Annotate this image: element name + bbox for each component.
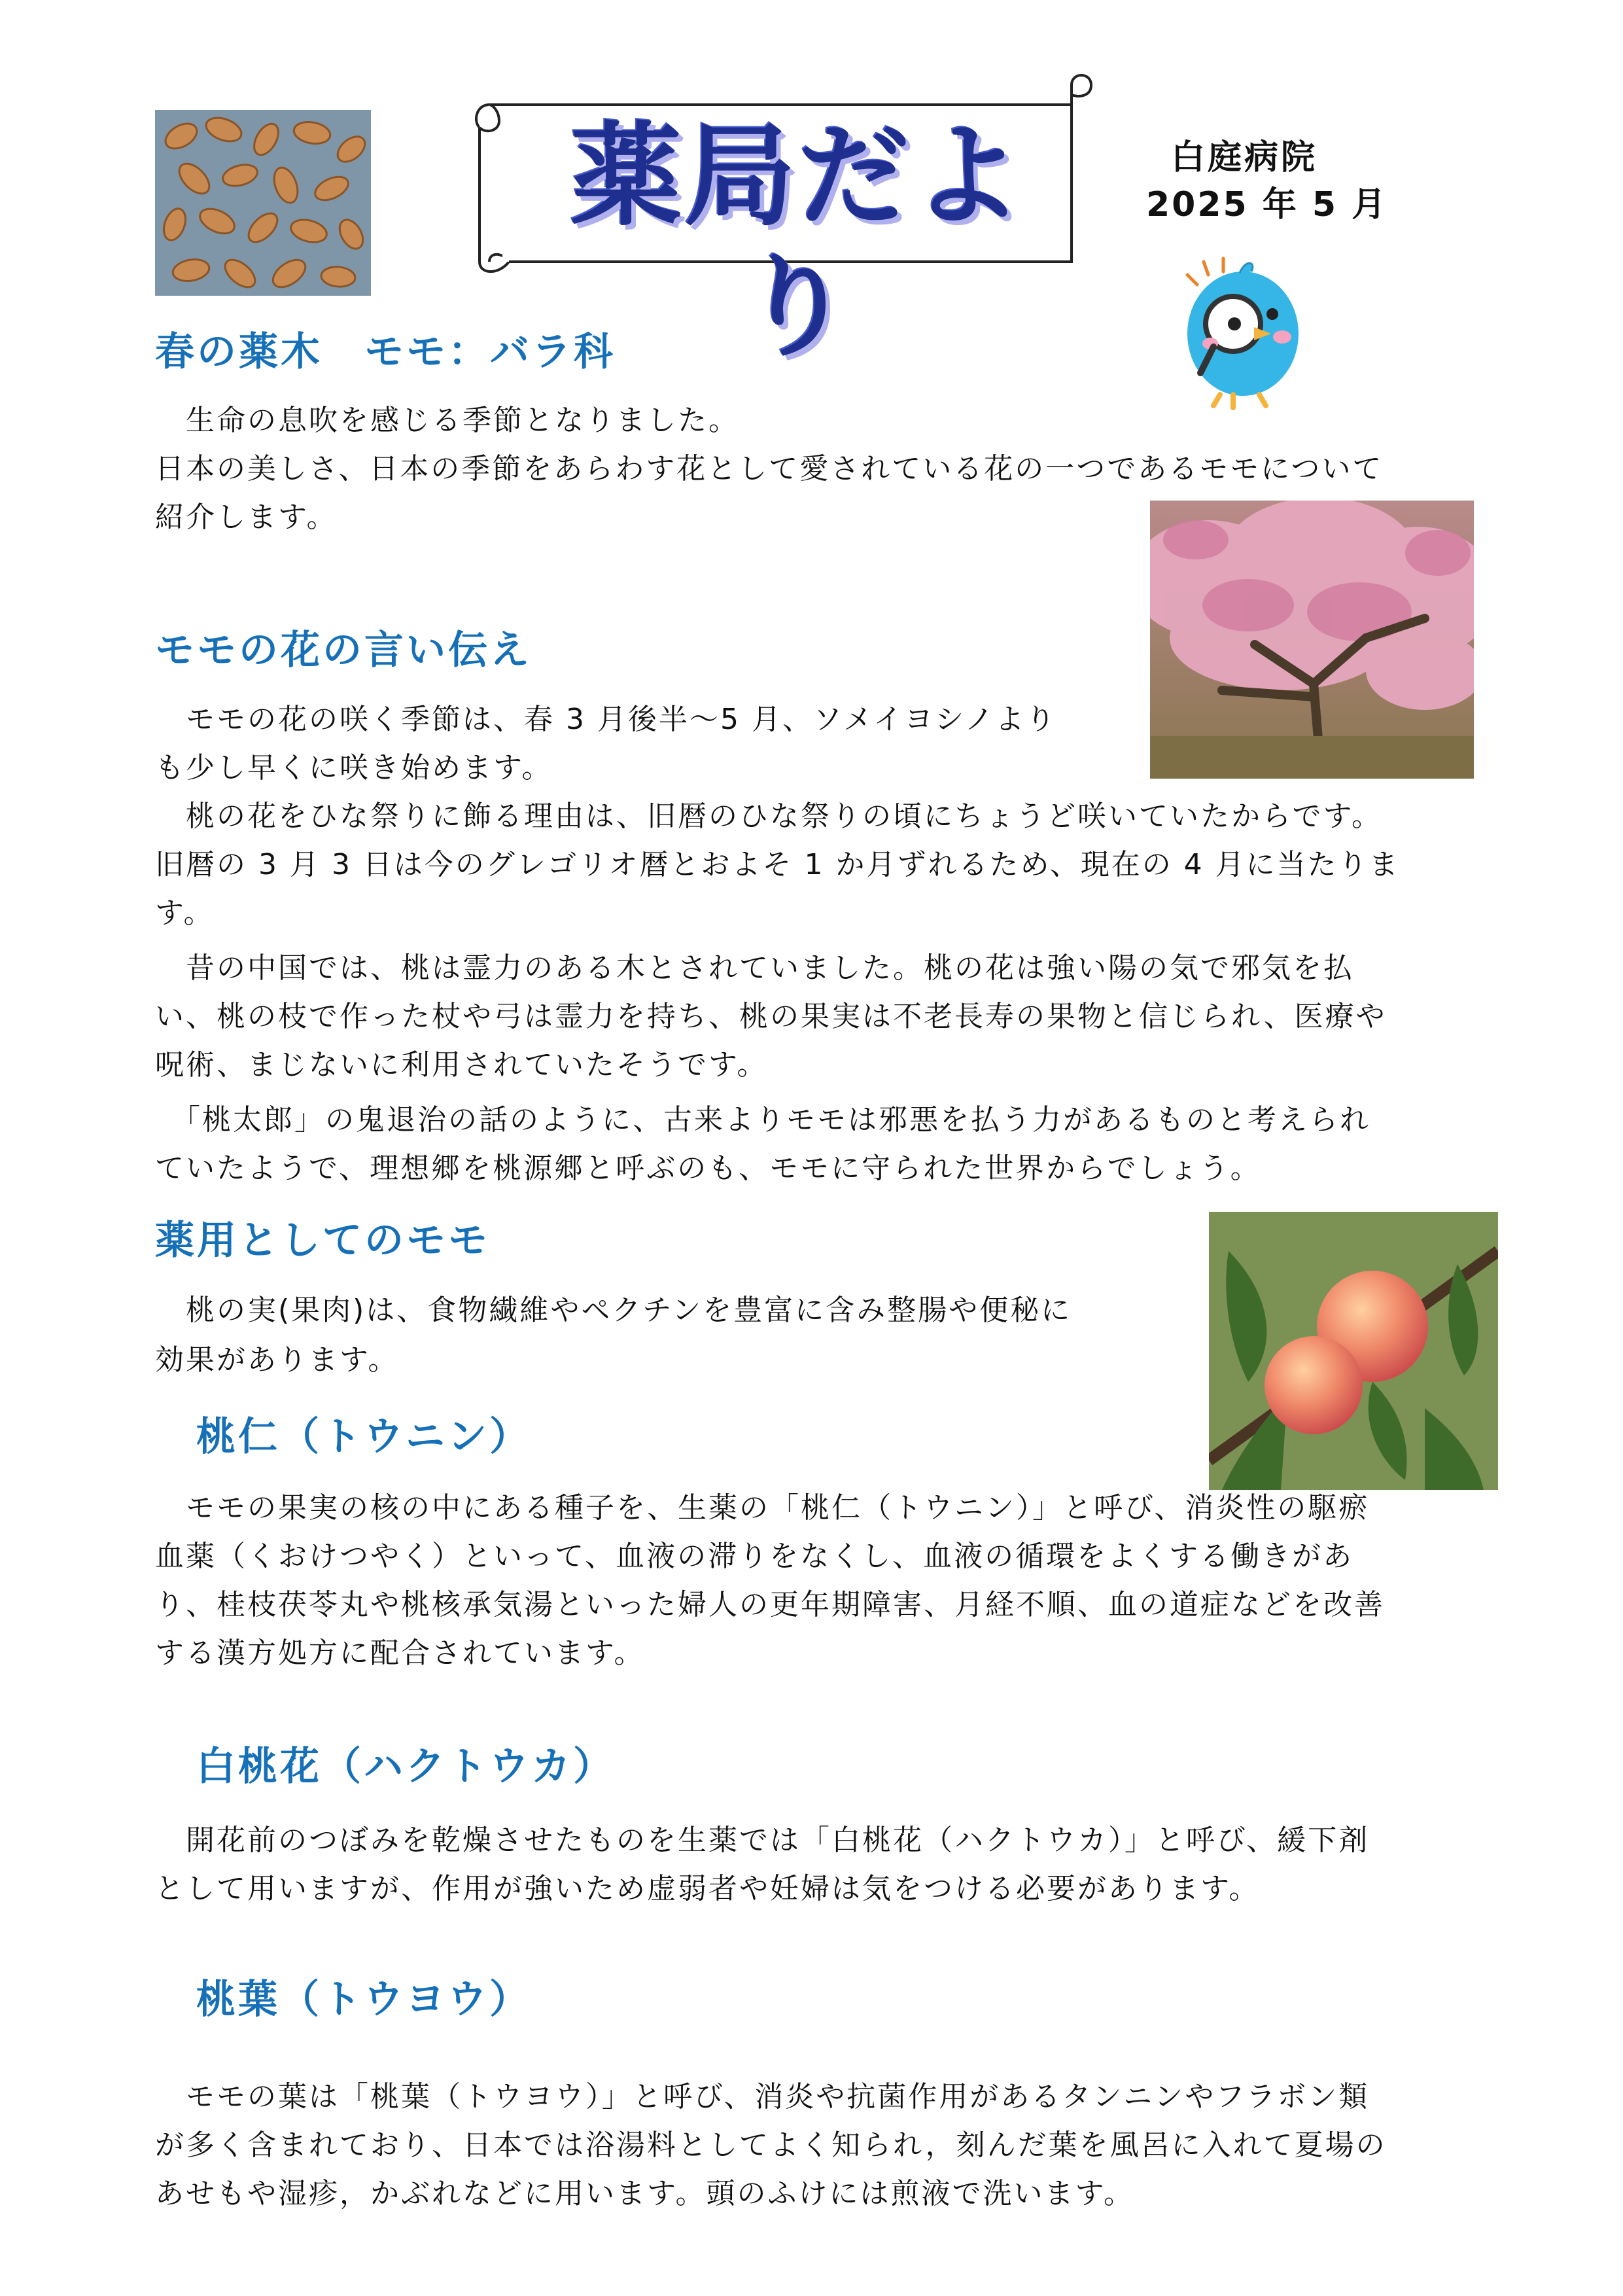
hospital-name: 白庭病院 (1171, 138, 1318, 177)
issue-date: 2025 年 5 月 (1146, 185, 1388, 224)
paragraph-line: モモの葉は「桃葉（トウヨウ）」と呼び、消炎や抗菌作用があるタンニンやフラボン類 (155, 2080, 1370, 2113)
peach-blossom-tree-photo (1150, 501, 1474, 779)
paragraph-line: い、桃の枝で作った杖や弓は霊力を持ち、桃の果実は不老長寿の果物と信じられ、医療や (155, 1000, 1387, 1033)
peach-fruit-photo (1209, 1212, 1498, 1490)
paragraph-line: 日本の美しさ、日本の季節をあらわす花として愛されている花の一つであるモモについて (155, 452, 1384, 486)
paragraph-line: モモの果実の核の中にある種子を、生薬の「桃仁（トウニン）」と呼び、消炎性の駆瘀 (155, 1491, 1370, 1525)
paragraph-line: として用いますが、作用が強いため虚弱者や妊婦は気をつける必要があります。 (155, 1872, 1260, 1905)
paragraph-line: が多く含まれており、日本では浴湯料としてよく知られ，刻んだ葉を風呂に入れて夏場の (155, 2128, 1387, 2162)
paragraph-line: する漢方処方に配合されています。 (155, 1636, 645, 1670)
paragraph-line: モモの花の咲く季節は、春 3 月後半～5 月、ソメイヨシノより (155, 703, 1057, 736)
paragraph-line: 紹介します。 (155, 501, 338, 534)
section-heading-spring: 春の薬木 モモ：バラ科 (155, 329, 616, 375)
subheading-tounin: 桃仁（トウニン） (196, 1414, 531, 1460)
subheading-hakutouka: 白桃花（ハクトウカ） (196, 1744, 615, 1790)
paragraph-line: 呪術、まじないに利用されていたそうです。 (155, 1048, 768, 1082)
paragraph-line: 血薬（くおけつやく）といって、血液の滞りをなくし、血液の循環をよくする働きがあ (155, 1540, 1354, 1573)
paragraph-line: ていたようで、理想郷を桃源郷と呼ぶのも、モモに守られた世界からでしょう。 (155, 1152, 1261, 1185)
paragraph-line: 桃の花をひな祭りに飾る理由は、旧暦のひな祭りの頃にちょうど咲いていたからです。 (155, 800, 1383, 833)
paragraph-line: 生命の息吹を感じる季節となりました。 (155, 404, 739, 437)
almond-seeds-photo (155, 110, 371, 296)
section-heading-medicinal: 薬用としてのモモ (155, 1218, 490, 1263)
paragraph-line: り、桂枝茯苓丸や桃核承気湯といった婦人の更年期障害、月経不順、血の道症などを改善 (155, 1588, 1385, 1621)
paragraph-line: す。 (155, 896, 215, 930)
paragraph-line: 効果があります。 (155, 1343, 399, 1377)
paragraph-line: あせもや湿疹，かぶれなどに用います。頭のふけには煎液で洗います。 (155, 2177, 1134, 2210)
section-heading-legend: モモの花の言い伝え (155, 627, 532, 673)
paragraph-line: 旧暦の 3 月 3 日は今のグレゴリオ暦とおよそ 1 か月ずれるため、現在の 4 月に当たりま (155, 848, 1400, 881)
subheading-touyou: 桃葉（トウヨウ） (196, 1977, 531, 2022)
paragraph-line: 昔の中国では、桃は霊力のある木とされていました。桃の花は強い陽の気で邪気を払 (155, 951, 1354, 985)
paragraph-line: 桃の実(果肉)は、食物繊維やペクチンを豊富に含み整腸や便秘に (155, 1294, 1072, 1327)
blue-bird-magnifier-icon (1174, 245, 1312, 415)
paragraph-line: 開花前のつぼみを乾燥させたものを生薬では「白桃花（ハクトウカ）」と呼び、緩下剤 (155, 1824, 1370, 1857)
paragraph-line: 「桃太郎」の鬼退治の話のように、古来よりモモは邪悪を払う力があるものと考えられ (155, 1103, 1370, 1137)
newsletter-title: 薬局だより (570, 112, 1026, 372)
paragraph-line: も少し早くに咲き始めます。 (155, 751, 553, 785)
